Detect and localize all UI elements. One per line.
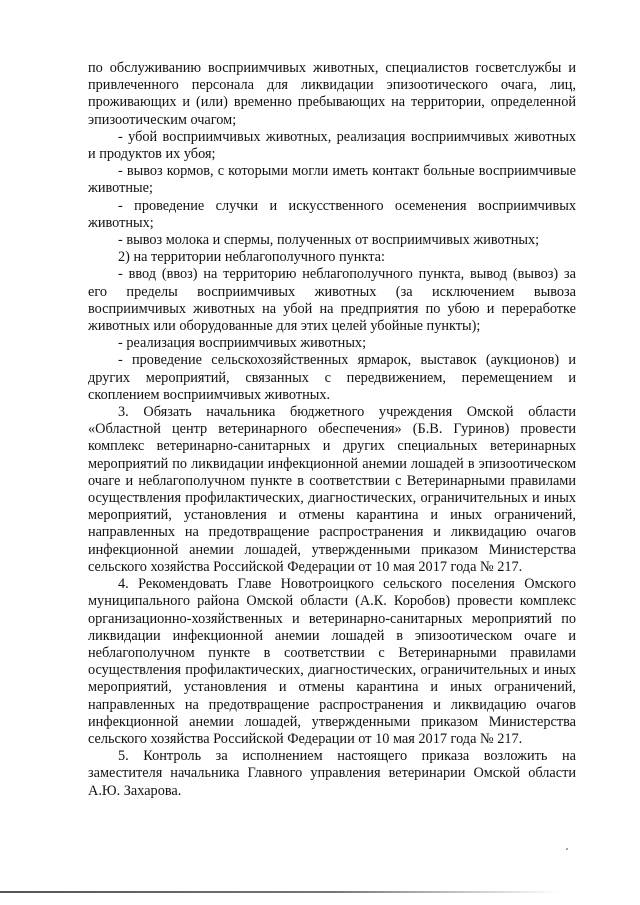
paragraph-item-4: 4. Рекомендовать Главе Новотроицкого сельского поселения Омского муниципального района Омской области (А.К. Коробов) провести комплекс организационно-хозяйственных и ветеринарно-санитарных мероприятий по ликвидации инфекционной анемии лошадей в эпизоотическом очаге и неблагополучном пункте в соответствии с Ветеринарными правилами осуществления профилактических, диагностических, ограничительных и иных мероприятий, установления и отмены карантина и иных ограничений, направленных на предотвращение распространения и ликвидацию очагов инфекционной анемии лошадей, утвержденными приказом Министерства сельского хозяйства Российской Федерации от 10 мая 2017 года № 217. bbox=[88, 576, 576, 747]
paragraph-continuation: по обслуживанию восприимчивых животных, специалистов госветслужбы и привлеченного персонала для ликвидации эпизоотического очага, лиц, проживающих и (или) временно пребывающих на территории, определенной эпизоотическим очагом; bbox=[88, 60, 576, 128]
paragraph-restriction-milk: - вывоз молока и спермы, полученных от восприимчивых животных; bbox=[118, 232, 540, 249]
paragraph-restriction-entry: - ввод (ввоз) на территорию неблагополучного пункта, вывод (вывоз) за его пределы восприимчивых животных (за исключением вывоза восприимчивых животных на убой на предприятия по убою и переработке животных или оборудованные для этих целей убойные пункты); bbox=[88, 266, 576, 335]
paragraph-item-5: 5. Контроль за исполнением настоящего приказа возложить на заместителя начальника Главного управления ветеринарии Омской области А.Ю. Захарова. bbox=[88, 748, 576, 799]
paragraph-subheading-territory: 2) на территории неблагополучного пункта: bbox=[118, 249, 385, 266]
paragraph-restriction-slaughter: - убой восприимчивых животных, реализация восприимчивых животных и продуктов их убоя; bbox=[88, 128, 576, 163]
paragraph-restriction-feed: - вывоз кормов, с которыми могли иметь контакт больные восприимчивые животные; bbox=[88, 163, 576, 197]
paragraph-restriction-breeding: - проведение случки и искусственного осеменения восприимчивых животных; bbox=[88, 197, 576, 231]
scan-edge-line bbox=[0, 891, 560, 893]
paragraph-item-3: 3. Обязать начальника бюджетного учреждения Омской области «Областной центр ветеринарного обеспечения» (Б.В. Гуринов) провести комплекс ветеринарно-санитарных и других специальных ветеринарных мероприятий по ликвидации инфекционной анемии лошадей в эпизоотическом очаге и неблагополучном пункте в соответствии с Ветеринарными правилами осуществления профилактических, диагностических, ограничительных и иных мероприятий, установления и отмены карантина и иных ограничений, направленных на предотвращение распространения и ликвидацию очагов инфекционной анемии лошадей, утвержденными приказом Министерства сельского хозяйства Российской Федерации от 10 мая 2017 года № 217. bbox=[88, 404, 576, 575]
paragraph-restriction-fairs: - проведение сельскохозяйственных ярмарок, выставок (аукционов) и других мероприятий, связанных с передвижением, перемещением и скоплением восприимчивых животных. bbox=[88, 352, 576, 403]
paragraph-restriction-sale: - реализация восприимчивых животных; bbox=[118, 335, 367, 352]
scan-speck bbox=[566, 848, 568, 850]
document-body bbox=[88, 60, 576, 800]
